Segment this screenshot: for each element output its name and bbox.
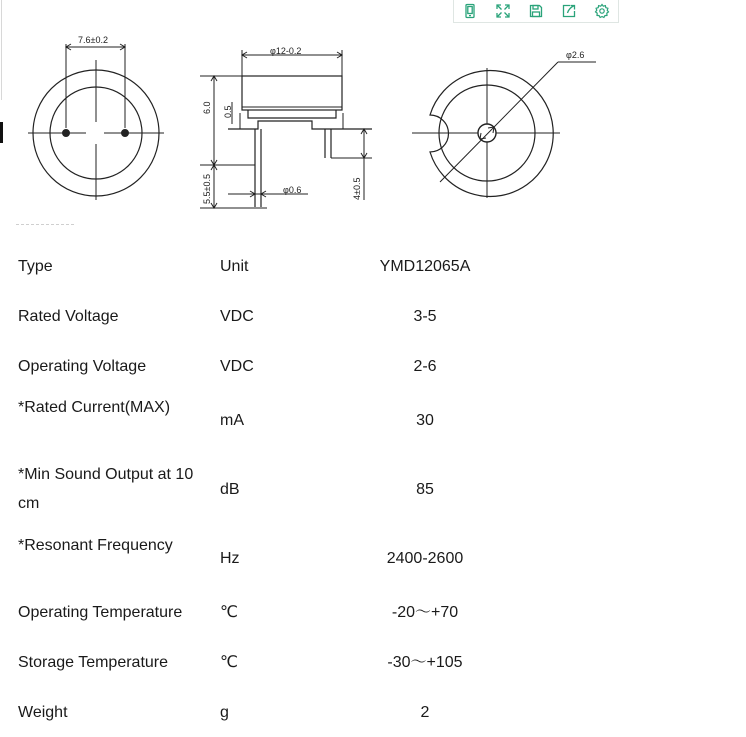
spec-unit: dB xyxy=(220,480,240,498)
table-row xyxy=(0,687,530,737)
spec-unit: ℃ xyxy=(220,603,238,621)
spec-name: Operating Temperature xyxy=(18,603,183,621)
spec-value: 3-5 xyxy=(413,307,437,325)
buzzer-dimension-drawing xyxy=(0,0,746,230)
dim-pin-spacing: 7.6±0.2 xyxy=(78,35,108,45)
spec-name: Operating Voltage xyxy=(18,357,147,375)
top-view xyxy=(412,50,596,198)
spec-name: Rated Voltage xyxy=(18,307,119,325)
dim-diameter: φ12-0.2 xyxy=(270,46,302,56)
dim-step: 0.5 xyxy=(223,105,233,118)
spec-unit: Unit xyxy=(220,257,249,275)
table-row xyxy=(0,587,530,637)
spec-value: 2 xyxy=(420,703,430,721)
dim-hole: φ2.6 xyxy=(566,50,585,60)
spec-value: 85 xyxy=(416,480,434,498)
spec-unit: VDC xyxy=(220,307,254,325)
spec-unit: ℃ xyxy=(220,653,238,671)
spec-name: Storage Temperature xyxy=(18,653,169,671)
spec-unit: VDC xyxy=(220,357,254,375)
table-row xyxy=(0,529,530,587)
dim-height: 6.0 xyxy=(202,101,212,114)
dim-pin-diameter: φ0.6 xyxy=(283,185,302,195)
spec-name: *Resonant Frequency xyxy=(18,537,173,554)
dim-pin-length-2: 4±0.5 xyxy=(352,177,362,200)
spec-value: 30 xyxy=(416,411,434,429)
spec-value: -20～+70 xyxy=(391,603,459,621)
table-row xyxy=(0,391,530,449)
spec-name: Type xyxy=(18,257,53,275)
table-row xyxy=(0,637,530,687)
spec-unit: Hz xyxy=(220,549,240,567)
spec-value: 2-6 xyxy=(413,357,437,375)
spec-name: *Rated Current(MAX) xyxy=(18,399,171,416)
spec-value: YMD12065A xyxy=(379,257,471,275)
spec-unit: mA xyxy=(220,411,244,429)
spec-value: 2400-2600 xyxy=(386,549,464,567)
dim-pin-length: 5.5±0.5 xyxy=(202,174,212,204)
side-view xyxy=(200,46,372,208)
spec-value: -30～+105 xyxy=(387,653,463,671)
spec-name: Weight xyxy=(18,703,68,721)
table-row xyxy=(0,241,530,291)
divider xyxy=(16,224,74,225)
table-row xyxy=(0,449,530,529)
table-row xyxy=(0,341,530,391)
table-row xyxy=(0,291,530,341)
spec-unit: g xyxy=(220,703,229,721)
spec-table xyxy=(0,241,530,737)
spec-name: *Min Sound Output at 10 cm xyxy=(18,466,194,512)
bottom-view xyxy=(28,35,164,200)
